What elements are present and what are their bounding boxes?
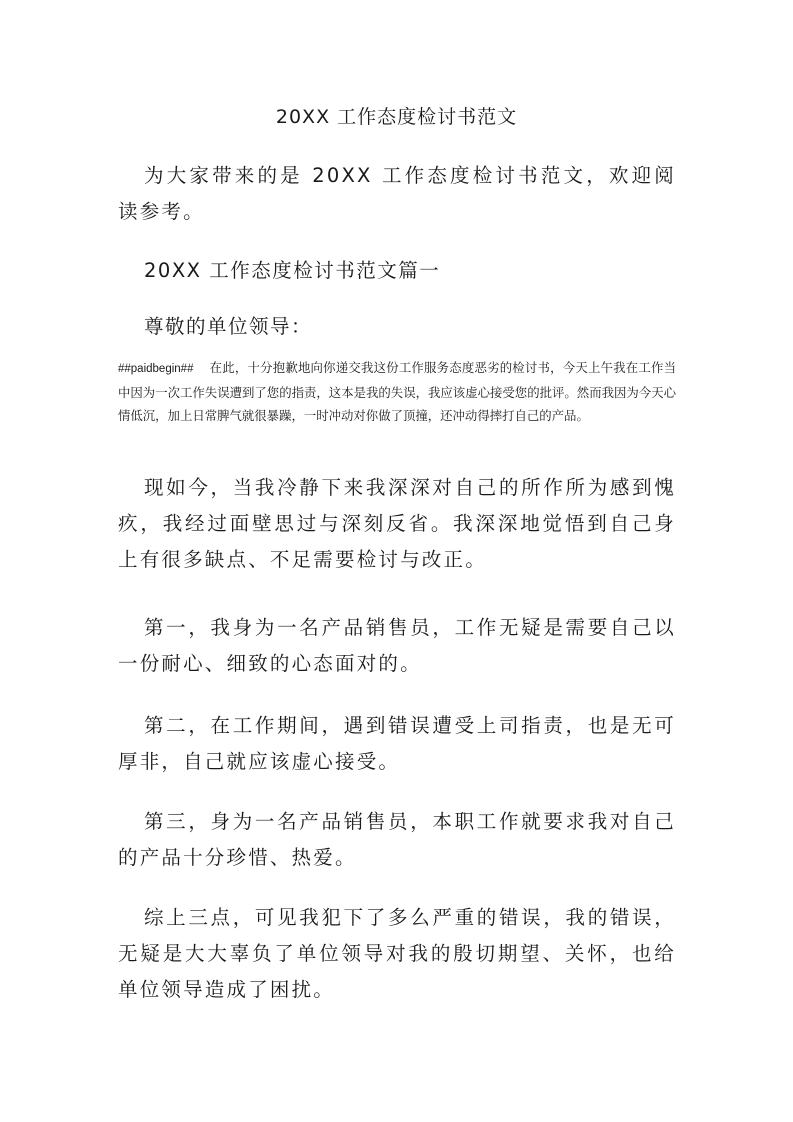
small-paragraph	[118, 356, 676, 427]
body-paragraph-4: 第三，身为一名产品销售员，本职工作就要求我对自己的产品十分珍惜、热爱。	[118, 810, 676, 869]
body-paragraph-5: 综上三点，可见我犯下了多么严重的错误，我的错误，无疑是大大辜负了单位领导对我的殷切期望、关怀，也给单位领导造成了困扰。	[118, 906, 676, 1001]
body-paragraph-2: 第一，我身为一名产品销售员，工作无疑是需要自己以一份耐心、细致的心态面对的。	[118, 616, 676, 675]
salutation: 尊敬的单位领导：	[144, 315, 313, 338]
body-paragraph-3: 第二，在工作期间，遇到错误遭受上司指责，也是无可厚非，自己就应该虚心接受。	[118, 714, 676, 773]
document-title: 20XX 工作态度检讨书范文	[275, 106, 518, 128]
section-heading: 20XX 工作态度检讨书范文篇一	[144, 259, 441, 282]
intro-paragraph: 为大家带来的是 20XX 工作态度检讨书范文，欢迎阅读参考。	[118, 164, 676, 223]
body-paragraph-1: 现如今，当我冷静下来我深深对自己的所作所为感到愧疚，我经过面壁思过与深刻反省。我深深地觉悟到自己身上有很多缺点、不足需要检讨与改正。	[118, 476, 676, 571]
small-paragraph-text: 在此，十分抱歉地向你递交我这份工作服务态度恶劣的检讨书，今天上午我在工作当中因为一次工作失误遭到了您的指责，这本是我的失误，我应该虚心接受您的批评。然而我因为今天心情低沉，加上日常脾气就很暴躁，一时冲动对你做了顶撞，还冲动得摔打自己的产品。	[118, 360, 676, 423]
paid-marker: ##paidbegin##	[118, 363, 194, 375]
